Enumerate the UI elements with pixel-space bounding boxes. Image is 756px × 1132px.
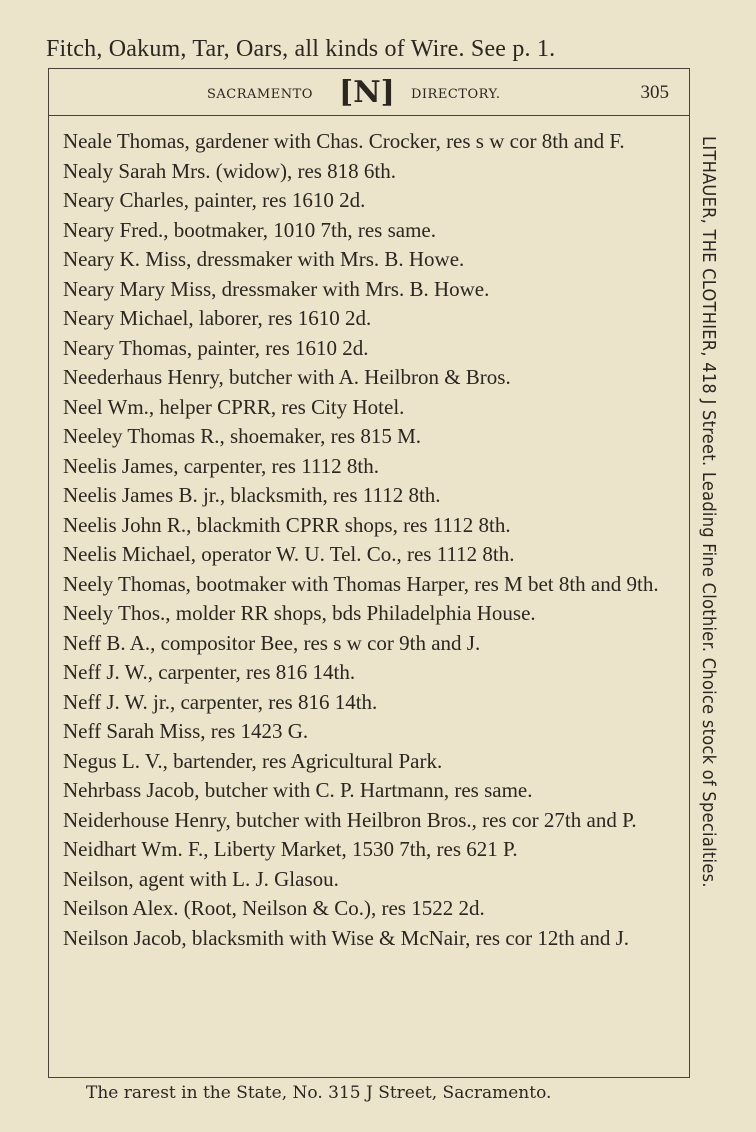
- directory-entry: Neelis James, carpenter, res 1112 8th.: [63, 453, 379, 478]
- side-advert: LITHAUER, THE CLOTHIER, 418 J Street. Leading Fine Clothier. Choice stock of Specialties.: [698, 136, 719, 888]
- directory-entry: Neary K. Miss, dressmaker with Mrs. B. Howe.: [63, 247, 465, 271]
- directory-entry: Neilson Jacob, blacksmith with Wise & McNair, res cor 12th and J.: [63, 925, 629, 950]
- directory-entry: Neidhart Wm. F., Liberty Market, 1530 7th, res 621 P.: [63, 837, 518, 861]
- header-city: SACRAMENTO: [207, 87, 313, 102]
- directory-page-frame: [48, 68, 690, 1078]
- directory-entry: Neeley Thomas R., shoemaker, res 815 M.: [63, 424, 422, 448]
- directory-entry: Neary Mary Miss, dressmaker with Mrs. B. Howe.: [63, 276, 490, 301]
- page-number: 305: [640, 82, 669, 103]
- directory-entry: Neilson Alex. (Root, Neilson & Co.), res 1522 2d.: [63, 896, 485, 920]
- directory-entry: Nealy Sarah Mrs. (widow), res 818 6th.: [63, 158, 397, 183]
- running-header: [49, 69, 689, 116]
- header-directory: DIRECTORY.: [411, 87, 501, 102]
- directory-entry: Neff J. W., carpenter, res 816 14th.: [63, 660, 356, 684]
- directory-entry: Neff B. A., compositor Bee, res s w cor 9th and J.: [63, 630, 481, 655]
- directory-entry: Nehrbass Jacob, butcher with C. P. Hartmann, res same.: [63, 778, 533, 802]
- directory-entries: [63, 127, 681, 953]
- directory-entry: Neely Thomas, bootmaker with Thomas Harper, res M bet 8th and 9th.: [63, 571, 659, 596]
- directory-entry: Neff J. W. jr., carpenter, res 816 14th.: [63, 689, 378, 714]
- header-letter: [N]: [339, 75, 395, 110]
- directory-entry: Neary Fred., bootmaker, 1010 7th, res same.: [63, 217, 436, 242]
- directory-entry: Neary Charles, painter, res 1610 2d.: [63, 188, 366, 212]
- directory-entry: Neary Thomas, painter, res 1610 2d.: [63, 335, 369, 360]
- directory-entry: Neary Michael, laborer, res 1610 2d.: [63, 306, 372, 330]
- footer-advert: The rarest in the State, No. 315 J Street, Sacramento.: [86, 1083, 552, 1103]
- directory-entry: Neel Wm., helper CPRR, res City Hotel.: [63, 394, 405, 419]
- directory-entry: Negus L. V., bartender, res Agricultural Park.: [63, 748, 443, 773]
- directory-entry: Neelis James B. jr., blacksmith, res 1112 8th.: [63, 483, 441, 507]
- directory-entry: Neelis Michael, operator W. U. Tel. Co., res 1112 8th.: [63, 542, 515, 566]
- directory-entry: Neilson, agent with L. J. Glasou.: [63, 866, 339, 891]
- directory-entry: Neederhaus Henry, butcher with A. Heilbron & Bros.: [63, 365, 511, 389]
- directory-entry: Neff Sarah Miss, res 1423 G.: [63, 719, 309, 743]
- directory-entry: Neelis John R., blackmith CPRR shops, res 1112 8th.: [63, 512, 511, 537]
- directory-entry: Neale Thomas, gardener with Chas. Crocker, res s w cor 8th and F.: [63, 129, 625, 153]
- directory-entry: Neiderhouse Henry, butcher with Heilbron Bros., res cor 27th and P.: [63, 807, 637, 832]
- directory-entry: Neely Thos., molder RR shops, bds Philadelphia House.: [63, 601, 536, 625]
- top-advert-banner: Fitch, Oakum, Tar, Oars, all kinds of Wire. See p. 1.: [46, 36, 556, 62]
